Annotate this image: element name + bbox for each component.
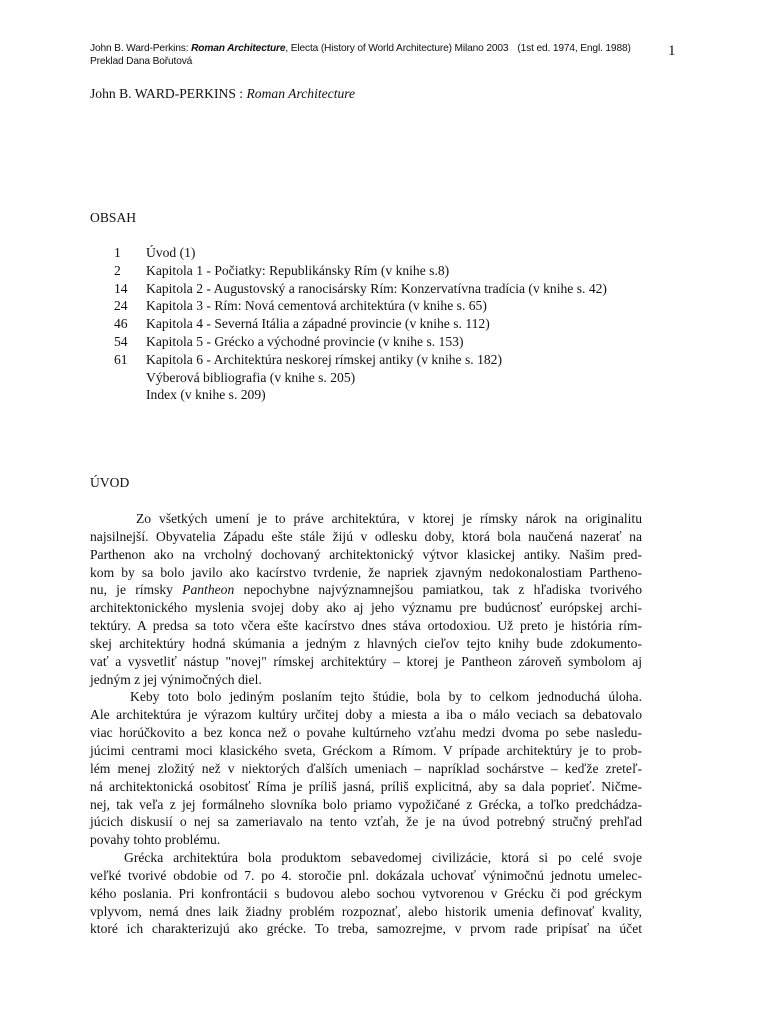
emphasis-pantheon: Pantheon (182, 582, 235, 598)
text-line: viac horúčkovito a bez konca než o povahe kultúrneho vzťahu medzi dvoma po sebe nasledu- (90, 725, 642, 741)
paragraph-1 (90, 510, 642, 688)
book-title: Roman Architecture (246, 86, 356, 101)
header-publisher: , Electa (History of World Architecture) Milano 2003 (285, 43, 509, 54)
text-line: Keby toto bolo jediným poslaním tejto štúdie, bola by to celkom jednoduchá úloha. (130, 689, 642, 705)
text-line: Grécka architektúra bola produktom sebavedomej civilizácie, ktorá si po celé svoje (124, 850, 642, 866)
text-line: júcimi centrami moci klasického sveta, Gréckom a Rímom. V prípade architektúry je to prob- (90, 742, 642, 758)
text-line: tektúry. A predsa sa toto včera ešte kacírstvo dnes stáva ortodoxiou. Už preto je história rím- (90, 618, 642, 634)
author-name: John B. WARD-PERKINS : (90, 86, 247, 101)
text-line: ná architektonická osobitosť Ríma je príliš jasná, príliš explicitná, aby sa dala poprieť. Ničme- (90, 778, 642, 794)
page-number: 1 (668, 43, 676, 59)
header-translator: Preklad Dana Bořutová (90, 56, 193, 67)
paragraph-3 (90, 849, 642, 938)
text-line: Parthenon ako na vrcholný dochovaný architektonický výtvor klasickej antiky. Našim pred- (90, 546, 642, 562)
table-of-contents (114, 244, 674, 404)
toc-page: 24 (114, 298, 128, 314)
toc-entry (114, 315, 674, 333)
toc-entry (114, 262, 674, 280)
toc-page: 2 (114, 262, 121, 278)
toc-title: Kapitola 1 - Počiatky: Republikánsky Rím (v knihe s.8) (146, 262, 450, 278)
header-author: John B. Ward-Perkins: (90, 43, 192, 54)
toc-page: 61 (114, 351, 128, 367)
header-line-1 (90, 42, 650, 55)
text-line: skej architektúry hodná skúmania a jedným z hlavných cieľov tejto knihy bude zdokumento- (90, 635, 642, 651)
toc-page (114, 386, 146, 404)
text-line: jedným z jej výnimočných diel. (90, 671, 262, 687)
text-line: kom by sa bolo javilo ako kacírstvo tvrdenie, že napriek zjavným nedokonalostiam Partheno- (90, 564, 642, 580)
text-line: júcich diskusií o nej sa zameriavalo na tento vzťah, že je na úvod potrebný stručný prehľad (90, 814, 642, 830)
header-book-title: Roman Architecture (191, 43, 286, 54)
toc-heading: OBSAH (90, 210, 137, 225)
text-line: Ale architektúra je výrazom kultúry určitej doby a miesta a iba o málo veciach sa debatovalo (90, 707, 642, 723)
header-edition: (1st ed. 1974, Engl. 1988) (517, 43, 631, 54)
toc-entry (114, 244, 674, 262)
body-text (90, 510, 642, 938)
text-line: ktoré ich charakterizujú ako grécke. To treba, samozrejme, v prvom rade pripísať na účet (90, 921, 642, 937)
text-line: kého poslania. Pri konfrontácii s budovou alebo sochou vytvorenou v Grécku či pod gréckym (90, 885, 642, 901)
toc-title: Kapitola 6 - Architektúra neskorej rímskej antiky (v knihe s. 182) (146, 351, 502, 367)
toc-title: Úvod (1) (146, 245, 196, 260)
toc-entry (114, 351, 674, 369)
toc-page: 54 (114, 333, 128, 349)
paragraph-2 (90, 688, 642, 849)
text-line: lém menej zložitý než v niektorých ďalších umeniach – napríklad sochárstve – keďže zreteľ- (90, 760, 642, 776)
text-line: vplyvom, nemá dnes laik žiadny problém rozpoznať, alebo historik umenia definovať kvality, (90, 903, 642, 919)
running-header (90, 42, 650, 68)
text-line: vať a vysvetliť nástup "novej" rímskej architektúry – ktorej je Pantheon zároveň symbolom aj (90, 653, 642, 669)
text-line: nu, je rímsky Pantheon nepochybne najvýznamnejšou pamiatkou, tak z hľadiska tvorivého (90, 582, 642, 598)
text-line: veľké tvorivé obdobie od 7. po 4. storočie pnl. dokázala uchovať výnimočnú jednotu umelec- (90, 867, 642, 883)
toc-title: Kapitola 3 - Rím: Nová cementová architektúra (v knihe s. 65) (146, 298, 487, 314)
toc-title: Index (v knihe s. 209) (146, 387, 266, 403)
toc-entry (114, 369, 674, 387)
toc-entry (114, 297, 674, 315)
toc-page: 46 (114, 316, 128, 332)
text-line: najsilnejší. Obyvatelia Západu ešte stále žijú v odlesku doby, ktorá bola naučená nazerať na (90, 528, 642, 544)
toc-entry (114, 386, 674, 404)
text-line: povahy tohto problému. (90, 832, 221, 848)
toc-page (114, 369, 146, 387)
section-heading-intro: ÚVOD (90, 475, 130, 490)
toc-title: Výberová bibliografia (v knihe s. 205) (146, 369, 356, 385)
toc-page: 1 (114, 245, 121, 260)
toc-page: 14 (114, 280, 128, 296)
toc-title: Kapitola 4 - Severná Itália a západné provincie (v knihe s. 112) (146, 316, 490, 332)
toc-title: Kapitola 5 - Grécko a východné provincie (v knihe s. 153) (146, 333, 464, 349)
text-line: Zo všetkých umení je to práve architektúra, v ktorej je rímsky nárok na originalitu (136, 511, 642, 526)
text-line: architektonického myslenia svojej doby ako aj jeho významu pre budúcnosť európskej archi- (90, 600, 642, 616)
toc-entry (114, 280, 674, 298)
text-line: nej, tak veľa z jej formálneho slovníka bolo priamo vypožičané z Grécka, a toľko predchádza- (90, 796, 642, 812)
toc-title: Kapitola 2 - Augustovský a ranocisársky Rím: Konzervatívna tradícia (v knihe s. 42) (146, 280, 607, 296)
toc-entry (114, 333, 674, 351)
author-line (90, 86, 355, 102)
